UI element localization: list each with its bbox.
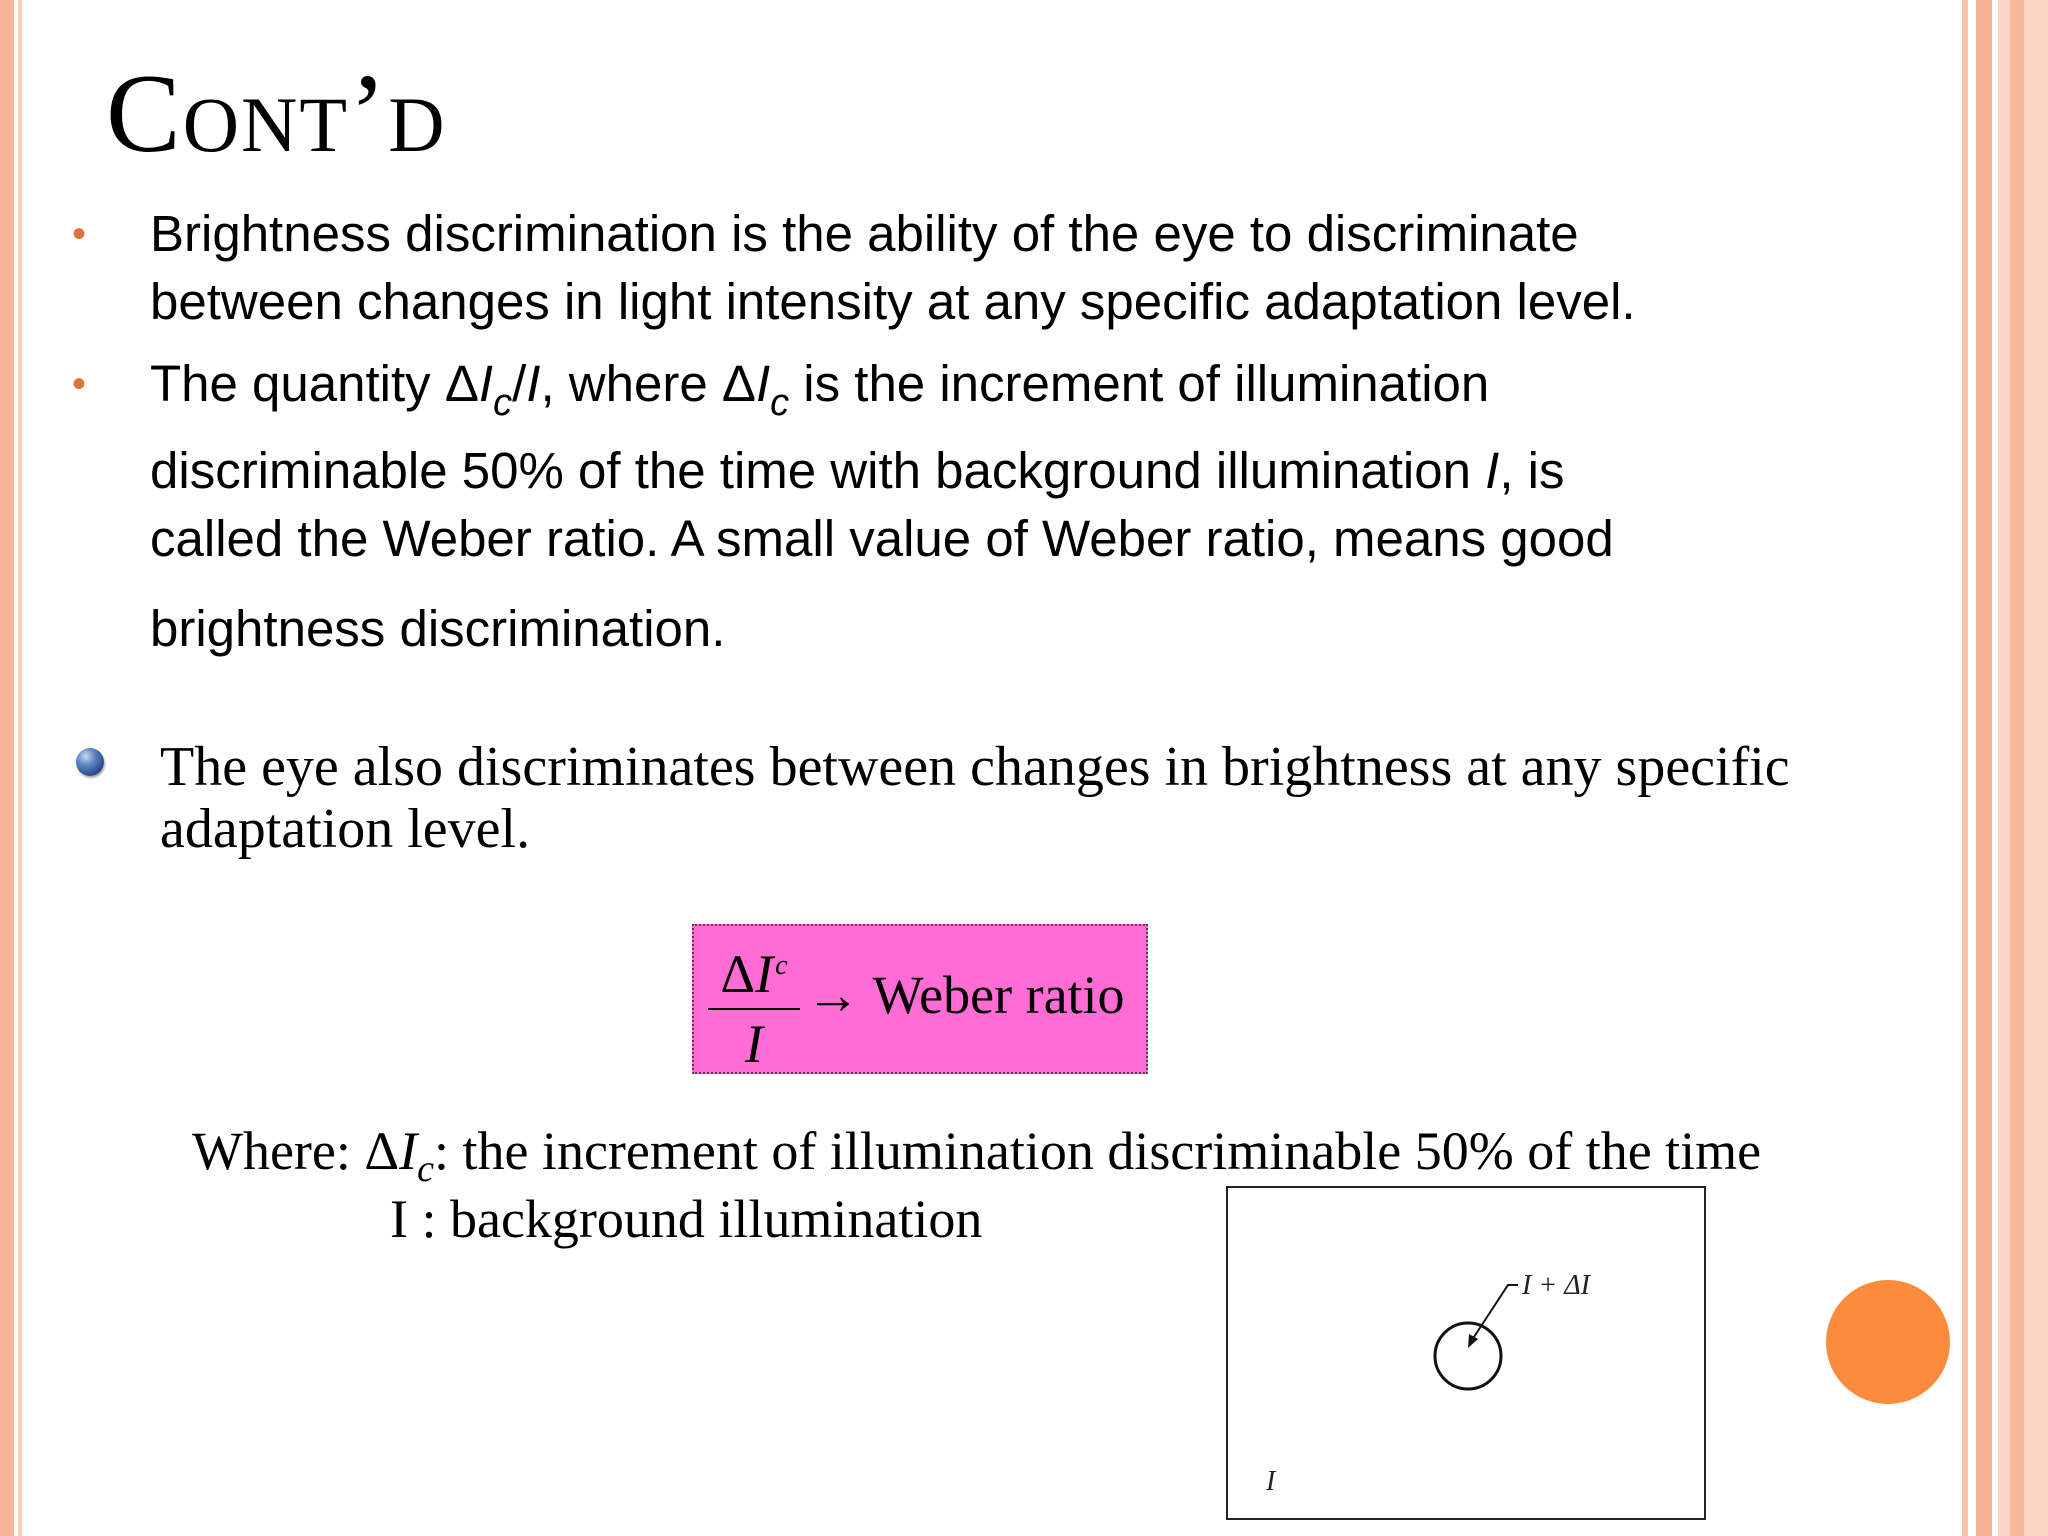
bullet-marker: • <box>72 362 87 406</box>
decorative-orange-circle <box>1826 1280 1950 1404</box>
text-span: Where: Δ <box>192 1121 400 1181</box>
text-span: discriminable 50% of the time with background illumination <box>150 442 1486 499</box>
subscript-c: c <box>417 1148 434 1190</box>
text-span: / <box>512 355 527 412</box>
subscript-c: c <box>770 382 790 424</box>
bullet-2-line-2 <box>150 437 1614 505</box>
subscript-c: c <box>493 382 513 424</box>
text-span: , is <box>1499 442 1565 499</box>
bullet-2-line-3: called the Weber ratio. A small value of Weber ratio, means good <box>150 510 1614 567</box>
pointer-line <box>1472 1285 1518 1340</box>
formula-label: → Weber ratio <box>806 965 1125 1025</box>
target-label: I + ΔI <box>1522 1270 1590 1301</box>
variable-i: I <box>526 355 541 412</box>
right-border-stripe <box>2010 0 2024 1536</box>
bullet-1-line-2: between changes in light intensity at any specific adaptation level. <box>150 273 1636 330</box>
bullet-1-line-1: Brightness discrimination is the ability of the eye to discriminate <box>150 205 1579 262</box>
serif-bullet-line-1: The eye also discriminates between changes in brightness at any specific <box>160 736 1790 798</box>
right-border-stripe <box>1976 0 1992 1536</box>
bullet-2-line-4: brightness discrimination. <box>150 600 726 657</box>
text-span: : the increment of illumination discriminable 50% of the time <box>433 1121 1762 1181</box>
weber-ratio-formula <box>692 924 1148 1074</box>
bullet-2-line-1 <box>150 350 1614 437</box>
text-span: is the increment of illumination <box>789 355 1490 412</box>
formula-denominator: I <box>745 1014 763 1074</box>
subscript-c: c <box>775 950 788 981</box>
figure-drawing <box>1228 1188 1704 1518</box>
delta-symbol: Δ <box>721 355 756 412</box>
serif-bullet-text <box>160 736 1790 860</box>
bullet-marker: • <box>72 212 87 256</box>
left-border-stripe <box>0 0 14 1536</box>
delta-symbol: Δ <box>444 355 479 412</box>
where-line-2: I : background illumination <box>390 1189 983 1249</box>
pointer-arrowhead <box>1468 1334 1478 1348</box>
text-span: , where <box>540 355 722 412</box>
variable-i: I <box>755 944 774 1004</box>
delta-symbol: Δ <box>720 944 756 1004</box>
slide-title: Cont’d <box>106 52 447 176</box>
variable-i: I <box>399 1121 418 1181</box>
bullet-text-1 <box>150 200 1636 336</box>
background-label: I <box>1266 1466 1276 1497</box>
right-border-stripe <box>1962 0 1968 1536</box>
target-circle <box>1435 1323 1501 1389</box>
sphere-bullet-icon <box>76 748 104 776</box>
formula-fraction <box>708 936 800 1074</box>
variable-i: I <box>755 355 771 412</box>
serif-bullet-line-2: adaptation level. <box>160 798 531 860</box>
variable-i: I <box>1485 442 1500 499</box>
variable-i: I <box>478 355 494 412</box>
text-span: The quantity <box>150 355 445 412</box>
formula-numerator <box>708 936 800 1004</box>
weber-experiment-figure <box>1226 1186 1706 1520</box>
bullet-text-2 <box>150 350 1614 663</box>
left-border-stripe-inner <box>18 0 22 1536</box>
fraction-bar <box>708 1008 800 1010</box>
